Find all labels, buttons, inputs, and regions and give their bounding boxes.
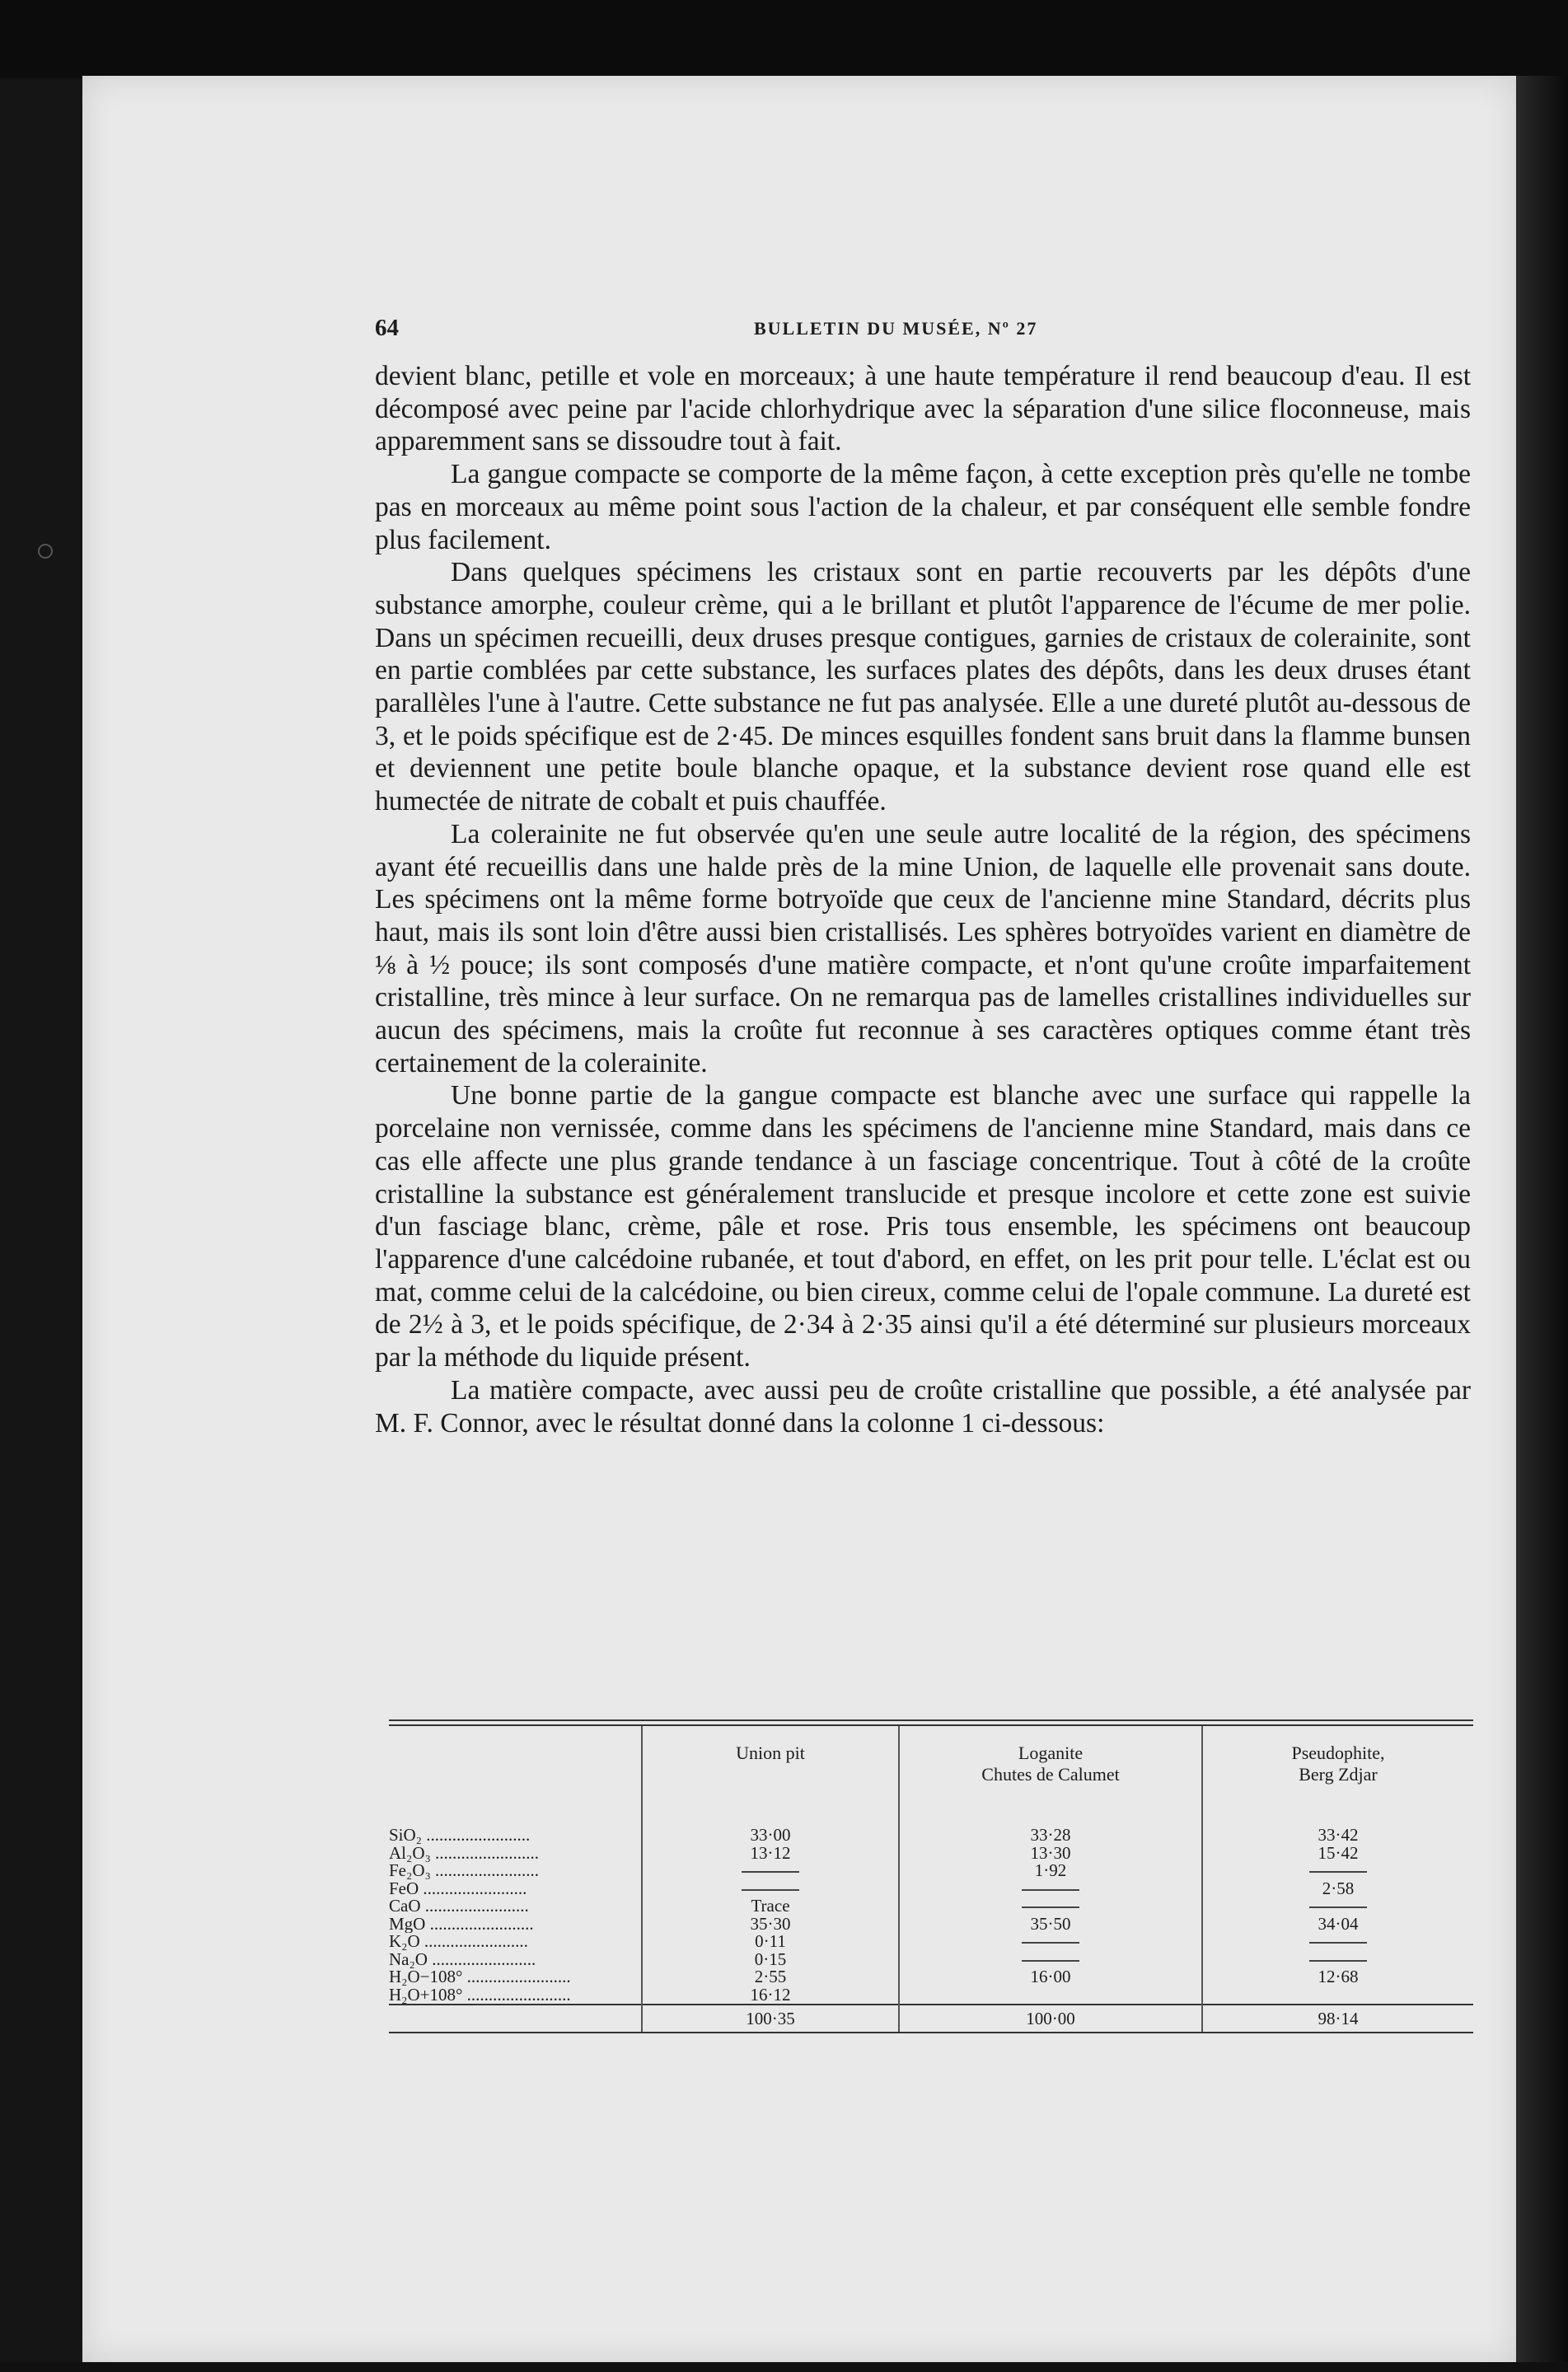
value-union-pit [642,1880,899,1898]
value-loganite: 35·50 [899,1916,1202,1934]
totals-label [389,2005,642,2032]
page-number: 64 [375,315,399,341]
value-loganite: 13·30 [899,1845,1202,1863]
dash-mark [1022,1942,1079,1944]
row-label: CaO ........................ [389,1897,529,1916]
table-row [389,1862,1473,1880]
dash-mark [1309,1942,1367,1944]
total-pseudophite: 98·14 [1202,2005,1473,2032]
column-header-pseudophite-text: Pseudophite, Berg Zdjar [1291,1743,1385,1785]
value-union-pit: 33·00 [642,1818,899,1845]
paragraph: La gangue compacte se comporte de la même façon, à cette exception près qu'elle ne tombe pas en morceaux au même point sous l'action de la chaleur, et par conséquent elle semble fondre plus facilement. [375,459,1471,555]
value-union-pit: 2·55 [642,1968,899,1986]
dash-mark [742,1889,799,1891]
value-union-pit: 13·12 [642,1845,899,1863]
value-loganite: 1·92 [899,1862,1202,1880]
table-row [389,1933,1473,1951]
table-row [389,1845,1473,1863]
table-bottom-rule [389,2032,1473,2033]
row-label: H₂O−108° ........................ [389,1968,571,1986]
table-body [389,1818,1473,2032]
paragraph: Une bonne partie de la gangue compacte est blanche avec une surface qui rappelle la porcelaine non vernissée, comme dans les spécimens de l'ancienne mine Standard, mais dans ce cas elle affecte une plus grande tendance à un fasciage concentrique. Tout à côté de la croûte cristalline la substance est généralement translucide et presque incolore et cette zone est suivie d'un fasciage blanc, crème, pâle et rose. Pris tous ensemble, les spécimens ont beaucoup l'apparence d'une calcédoine rubanée, et tout d'abord, en effet, on les prit pour telle. L'éclat est ou mat, comme celui de la calcédoine, ou bien cireux, comme celui de l'opale commune. La dureté est de 2½ à 3, et le poids spécifique, de 2·34 à 2·35 ainsi qu'il a été déterminé sur plusieurs morceaux par la méthode du liquide présent. [375,1080,1471,1373]
value-pseudophite [1202,1862,1473,1880]
column-header-union-pit: Union pit [642,1726,899,1818]
scan-border-right [1516,76,1568,2372]
table-top-rule [389,1719,1473,1726]
page-header [375,315,1471,348]
value-union-pit: 16·12 [642,1986,899,2005]
value-union-pit: 0·15 [642,1951,899,1969]
total-union-pit: 100·35 [642,2005,899,2032]
value-pseudophite: 2·58 [1202,1880,1473,1898]
table-row [389,1968,1473,1986]
column-header-pseudophite [1202,1726,1473,1818]
value-pseudophite: 15·42 [1202,1845,1473,1863]
value-loganite [899,1933,1202,1951]
margin-mark [38,544,53,559]
dash-mark [742,1871,799,1873]
column-header-blank [389,1726,642,1818]
value-pseudophite: 33·42 [1202,1818,1473,1845]
row-label: SiO₂ ........................ [389,1825,531,1845]
column-header-loganite [899,1726,1202,1818]
dash-mark [1022,1906,1079,1908]
value-union-pit: 0·11 [642,1933,899,1951]
paragraph: La matière compacte, avec aussi peu de croûte cristalline que possible, a été analysée par M. F. Connor, avec le résultat donné dans la colonne 1 ci-dessous: [375,1374,1471,1439]
value-pseudophite [1202,1897,1473,1916]
row-label: K₂O ........................ [389,1933,528,1951]
table-row [389,1986,1473,2005]
table-row [389,1897,1473,1916]
row-label: MgO ........................ [389,1915,534,1933]
value-loganite [899,1880,1202,1898]
value-union-pit: 35·30 [642,1916,899,1934]
table-row [389,1916,1473,1934]
value-loganite [899,1897,1202,1916]
paragraph: devient blanc, petille et vole en morceaux; à une haute température il rend beaucoup d'eau. Il est décomposé avec peine par l'acide chlorhydrique avec la séparation d'une silice floconneuse, mais apparemment sans se dissoudre tout à fait. [375,361,1471,457]
analysis-table [389,1719,1473,2033]
value-pseudophite [1202,1951,1473,1969]
row-label: Na₂O ........................ [389,1950,536,1968]
paragraph: Dans quelques spécimens les cristaux sont en partie recouverts par les dépôts d'une substance amorphe, couleur crème, qui a le brillant et plutôt l'apparence de l'écume de mer polie. Dans un spécimen recueilli, deux druses presque contigues, garnies de cristaux de colerainite, sont en partie comblées par cette substance, les surfaces plates des dépôts, dans les deux druses étant parallèles l'une à l'autre. Cette substance ne fut pas analysée. Elle a une dureté plutôt au-dessous de 3, et le poids spécifique est de 2·45. De minces esquilles fondent sans bruit dans la flamme bunsen et deviennent une petite boule blanche opaque, et la substance devient rose quand elle est humectée de nitrate de cobalt et puis chauffée. [375,557,1471,817]
table-row [389,1818,1473,1845]
dash-mark [1022,1889,1079,1891]
column-header-loganite-text: Loganite Chutes de Calumet [981,1743,1120,1785]
table-row [389,1951,1473,1969]
value-loganite [899,1986,1202,2005]
value-union-pit: Trace [642,1897,899,1916]
value-pseudophite: 12·68 [1202,1968,1473,1986]
value-union-pit [642,1862,899,1880]
dash-mark [1022,1960,1079,1962]
value-pseudophite [1202,1933,1473,1951]
value-pseudophite [1202,1986,1473,2005]
totals-row [389,2005,1473,2032]
value-pseudophite: 34·04 [1202,1916,1473,1934]
value-loganite: 16·00 [899,1968,1202,1986]
row-label: Al₂O₃ ........................ [389,1844,540,1862]
scan-border-top [0,0,1568,78]
body-text [375,360,1471,1439]
total-loganite: 100·00 [899,2005,1202,2032]
row-label: Fe₂O₃ ........................ [389,1862,540,1880]
dash-mark [1309,1906,1367,1908]
running-head: BULLETIN DU MUSÉE, Nº 27 [754,318,1038,339]
scan-border-bottom [0,2362,1568,2372]
paragraph: La colerainite ne fut observée qu'en une seule autre localité de la région, des spécimens ayant été recueillis dans une halde près de la mine Union, de laquelle elle provenait sans doute. Les spécimens ont la même forme botryoïde que ceux de l'ancienne mine Standard, décrits plus haut, mais ils sont loin d'être aussi bien cristallisés. Les sphères botryoïdes varient en diamètre de ⅛ à ½ pouce; ils sont composés d'une matière compacte, et n'ont qu'une croûte imparfaitement cristalline, très mince à leur surface. On ne remarqua pas de lamelles cristallines individuelles sur aucun des spécimens, mais la croûte fut reconnue à ses caractères optiques comme étant très certainement de la colerainite. [375,818,1471,1078]
dash-mark [1309,1871,1367,1873]
dash-mark [1309,1960,1367,1962]
value-loganite: 33·28 [899,1818,1202,1845]
value-loganite [899,1951,1202,1969]
row-label: H₂O+108° ........................ [389,1986,571,2005]
row-label: FeO ........................ [389,1879,527,1897]
table-row [389,1880,1473,1898]
